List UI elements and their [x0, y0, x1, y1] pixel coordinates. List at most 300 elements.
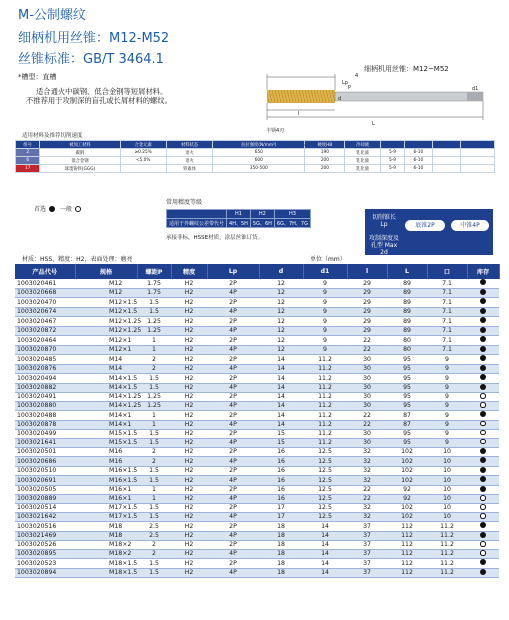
cell-lp: 4P [207, 383, 259, 393]
table-row [15, 447, 499, 457]
filled-stock-icon [480, 327, 486, 333]
cell-d1: 9 [303, 336, 347, 346]
cell-pitch: 1.75 [137, 288, 171, 298]
cell-square: 10 [427, 476, 467, 486]
mat-row-1-hardness: 200 [305, 157, 345, 165]
mat-row-2-alloy [120, 165, 166, 173]
cell-precision: H2 [171, 393, 207, 402]
cell-lp: 4P [207, 402, 259, 411]
cell-l: 22 [347, 411, 387, 421]
cell-code: 1003020889 [15, 495, 75, 504]
cell-l: 22 [347, 420, 387, 429]
cell-spec: M16 [75, 447, 137, 457]
cell-code: 1003020494 [15, 374, 75, 384]
table-row [15, 457, 499, 467]
mat-header-group: 组号 [16, 141, 40, 149]
cell-pitch: 1.25 [137, 317, 171, 327]
cell-code: 1003020895 [15, 550, 75, 559]
cell-l: 37 [347, 559, 387, 569]
col-d1: d1 [303, 264, 347, 279]
cell-lp: 2P [207, 411, 259, 421]
cell-pitch: 1 [137, 345, 171, 355]
mat-row-1-hss: 5-9 [380, 157, 404, 165]
cell-lp: 2P [207, 336, 259, 346]
cell-spec: M12×1.5 [75, 307, 137, 317]
table-row [15, 317, 499, 327]
tap-label-flutes: 丰锁4刃 [266, 128, 285, 134]
cell-square: 11.2 [427, 568, 467, 578]
cell-code: 1003020523 [15, 559, 75, 569]
page-title: M-公制螺纹 [18, 8, 86, 23]
cell-L: 95 [387, 438, 427, 447]
cell-pitch: 1.25 [137, 402, 171, 411]
open-stock-icon [480, 541, 486, 547]
cell-d: 17 [259, 513, 303, 522]
cell-L: 87 [387, 411, 427, 421]
cell-code: 1003020880 [15, 402, 75, 411]
cell-stock [467, 402, 499, 411]
cell-square: 9 [427, 438, 467, 447]
cell-L: 102 [387, 447, 427, 457]
filled-stock-icon [480, 448, 486, 454]
legend-general-label: 一般 [59, 206, 72, 213]
precision-title: 常用精度等级 [166, 199, 203, 206]
cell-l: 30 [347, 364, 387, 374]
cell-square: 9 [427, 374, 467, 384]
cell-stock [467, 495, 499, 504]
prec-corner [167, 210, 227, 219]
cell-stock [467, 411, 499, 421]
cell-d: 16 [259, 476, 303, 486]
cell-l: 29 [347, 307, 387, 317]
cell-l: 37 [347, 541, 387, 550]
page-subtitle: 细柄机用丝锥：M12-M52 [18, 31, 170, 46]
cell-code: 1003020467 [15, 317, 75, 327]
cell-spec: M18 [75, 522, 137, 532]
cell-precision: H2 [171, 513, 207, 522]
cell-spec: M18×1.5 [75, 559, 137, 569]
cell-precision: H2 [171, 374, 207, 384]
cell-code: 1003020882 [15, 383, 75, 393]
filled-stock-icon [480, 457, 486, 463]
cell-stock [467, 522, 499, 532]
cell-d1: 14 [303, 522, 347, 532]
mat-row-1-alloy: <5.0% [120, 157, 166, 165]
table-row [15, 522, 499, 532]
table-row [15, 298, 499, 308]
cell-stock [467, 531, 499, 541]
cell-pitch: 1.5 [137, 513, 171, 522]
cell-lp: 2P [207, 447, 259, 457]
cell-d1: 9 [303, 317, 347, 327]
cell-lp: 4P [207, 476, 259, 486]
cell-L: 89 [387, 317, 427, 327]
cell-pitch: 1.25 [137, 393, 171, 402]
cell-pitch: 1 [137, 336, 171, 346]
cell-d1: 11.2 [303, 383, 347, 393]
col-spec: 规格 [75, 264, 137, 279]
cell-lp: 4P [207, 513, 259, 522]
material-table [15, 140, 495, 173]
cell-L: 80 [387, 345, 427, 355]
table-row [15, 466, 499, 476]
cell-stock [467, 447, 499, 457]
cell-stock [467, 288, 499, 298]
cell-precision: H2 [171, 466, 207, 476]
cell-square: 11.2 [427, 550, 467, 559]
cell-stock [467, 298, 499, 308]
mat-subheader-hss: HSS [290, 142, 299, 147]
cell-square: 11.2 [427, 522, 467, 532]
cell-d1: 14 [303, 568, 347, 578]
cell-lp: 2P [207, 393, 259, 402]
cell-square: 9 [427, 429, 467, 438]
table-row [15, 429, 499, 438]
mat-row-2-hsse: 6-10 [405, 165, 432, 173]
cell-d: 14 [259, 393, 303, 402]
cell-square: 7.1 [427, 326, 467, 336]
cell-L: 112 [387, 550, 427, 559]
table-row [15, 541, 499, 550]
cell-square: 9 [427, 364, 467, 374]
cell-stock [467, 438, 499, 447]
cell-L: 102 [387, 476, 427, 486]
mat-row-2-state: 铁素体 [166, 165, 212, 173]
cell-L: 89 [387, 288, 427, 298]
cell-d1: 9 [303, 279, 347, 288]
cell-L: 95 [387, 383, 427, 393]
cell-precision: H2 [171, 504, 207, 513]
cell-L: 89 [387, 298, 427, 308]
cell-precision: H2 [171, 522, 207, 532]
cell-lp: 2P [207, 355, 259, 365]
mat-row-1-coolant: 乳化液 [345, 157, 380, 165]
tap-shank [335, 92, 483, 101]
tap-label-l: l [298, 111, 300, 117]
cell-pitch: 1.5 [137, 476, 171, 486]
cell-precision: H2 [171, 279, 207, 288]
cell-code: 1003020876 [15, 364, 75, 374]
cell-d1: 11.2 [303, 374, 347, 384]
open-stock-icon [480, 439, 486, 445]
open-stock-icon [480, 430, 486, 436]
filled-stock-icon [480, 308, 486, 314]
mat-subheader-hsse: HSSE [299, 142, 310, 147]
cell-code: 1003020686 [15, 457, 75, 467]
cell-lp: 4P [207, 307, 259, 317]
mat-row-2-coolant: 乳化液 [345, 165, 380, 173]
cell-code: 1003020878 [15, 420, 75, 429]
cell-stock [467, 429, 499, 438]
cell-d: 12 [259, 326, 303, 336]
cell-L: 89 [387, 326, 427, 336]
cell-square: 7.1 [427, 279, 467, 288]
cell-square: 10 [427, 485, 467, 495]
cell-d1: 9 [303, 345, 347, 355]
cell-square: 7.1 [427, 345, 467, 355]
cell-d1: 11.2 [303, 429, 347, 438]
cell-stock [467, 457, 499, 467]
cell-L: 89 [387, 307, 427, 317]
cell-l: 30 [347, 402, 387, 411]
cell-precision: H2 [171, 495, 207, 504]
cell-code: 1003020510 [15, 466, 75, 476]
cell-L: 95 [387, 402, 427, 411]
table-row [15, 504, 499, 513]
cell-spec: M14×1.5 [75, 383, 137, 393]
open-stock-icon [480, 513, 486, 519]
table-row [15, 288, 499, 298]
cell-d1: 11.2 [303, 393, 347, 402]
mat-row-0-state: 退火 [166, 149, 212, 157]
cell-d: 12 [259, 288, 303, 298]
cell-spec: M12 [75, 288, 137, 298]
tap-square [467, 92, 483, 101]
cell-d: 16 [259, 466, 303, 476]
mat-header-coolant: 冷却液 [345, 141, 380, 149]
open-stock-icon [480, 504, 486, 510]
cell-d1: 12.5 [303, 447, 347, 457]
prec-row1-label: 适用于外螺纹公差带代号 [167, 219, 227, 228]
tap-label-lp: Lp [342, 80, 348, 86]
cell-pitch: 1.5 [137, 429, 171, 438]
material-section-title: 适用材料及推荐切削速度 [22, 133, 83, 139]
cell-spec: M14×1 [75, 420, 137, 429]
mat-row-2-group: 17 [16, 165, 40, 173]
filled-stock-icon [480, 355, 486, 361]
cell-L: 112 [387, 541, 427, 550]
mat-row-0-hardness: 190 [305, 149, 345, 157]
cell-l: 30 [347, 374, 387, 384]
filled-stock-icon [480, 289, 486, 295]
mat-row-0-hss: 5-9 [380, 149, 404, 157]
cell-pitch: 1.5 [137, 374, 171, 384]
cell-d: 16 [259, 447, 303, 457]
prec-grade-h3: H3 [274, 210, 310, 219]
cell-code: 1003020501 [15, 447, 75, 457]
tap-label-d: d [338, 96, 342, 102]
tap-label-4: 4 [355, 73, 359, 79]
cell-lp: 2P [207, 541, 259, 550]
cell-precision: H2 [171, 411, 207, 421]
table-row [15, 355, 499, 365]
cell-square: 10 [427, 504, 467, 513]
tap-label-d1: d1 [472, 86, 479, 92]
cell-pitch: 2.5 [137, 531, 171, 541]
filled-stock-icon [480, 365, 486, 371]
mat-row-0-hsse: 6-10 [405, 149, 432, 157]
cell-lp: 4P [207, 495, 259, 504]
cell-precision: H2 [171, 438, 207, 447]
cell-lp: 2P [207, 298, 259, 308]
cell-precision: H2 [171, 420, 207, 429]
filled-stock-icon [480, 384, 486, 390]
cell-L: 95 [387, 393, 427, 402]
cell-l: 29 [347, 298, 387, 308]
cell-square: 7.1 [427, 317, 467, 327]
cell-pitch: 1.5 [137, 298, 171, 308]
cell-spec: M16×1.5 [75, 476, 137, 486]
cell-lp: 4P [207, 326, 259, 336]
filled-stock-icon [480, 279, 486, 285]
cell-square: 7.1 [427, 298, 467, 308]
cell-d1: 12.5 [303, 466, 347, 476]
cell-l: 22 [347, 336, 387, 346]
prec-grade-h1: H1 [227, 210, 251, 219]
table-row [15, 383, 499, 393]
cell-lp: 4P [207, 364, 259, 374]
cell-l: 30 [347, 429, 387, 438]
cell-square: 10 [427, 457, 467, 467]
cell-stock [467, 393, 499, 402]
cell-pitch: 1.5 [137, 568, 171, 578]
depth-label: 攻制深度及孔型 Max 2d [369, 235, 400, 256]
cell-d: 12 [259, 298, 303, 308]
cell-precision: H2 [171, 298, 207, 308]
groove-type: *槽型：直槽 [18, 73, 57, 81]
cell-d: 18 [259, 522, 303, 532]
cell-d: 14 [259, 364, 303, 374]
cell-L: 112 [387, 559, 427, 569]
cell-stock [467, 364, 499, 374]
cell-lp: 2P [207, 504, 259, 513]
cell-code: 1003020499 [15, 429, 75, 438]
cell-d: 18 [259, 559, 303, 569]
cell-L: 95 [387, 364, 427, 374]
prec-row1-h2: 5G、6H [250, 219, 274, 228]
cell-pitch: 1.5 [137, 466, 171, 476]
cell-stock [467, 307, 499, 317]
cell-L: 102 [387, 457, 427, 467]
table-row [15, 336, 499, 346]
cell-stock [467, 355, 499, 365]
cell-pitch: 1 [137, 485, 171, 495]
cell-pitch: 2 [137, 457, 171, 467]
open-stock-icon [480, 550, 486, 556]
cell-spec: M17×1.5 [75, 504, 137, 513]
cell-precision: H2 [171, 307, 207, 317]
mat-row-1-group: 6 [16, 157, 40, 165]
cell-d1: 11.2 [303, 364, 347, 374]
open-stock-icon [480, 421, 486, 427]
mat-row-1-hsse: 6-10 [405, 157, 432, 165]
cell-pitch: 1.25 [137, 326, 171, 336]
cell-d: 12 [259, 345, 303, 355]
cell-l: 30 [347, 383, 387, 393]
cell-lp: 4P [207, 438, 259, 447]
mat-row-2-strength: 350-500 [213, 165, 305, 173]
cell-spec: M14×1.25 [75, 393, 137, 402]
precision-note: 承接非标，HSSE材质，涂层丝锥订货。 [166, 235, 264, 241]
cell-d1: 12.5 [303, 495, 347, 504]
filled-stock-icon [480, 336, 486, 342]
cell-lp: 4P [207, 457, 259, 467]
cell-spec: M16 [75, 457, 137, 467]
cell-l: 32 [347, 466, 387, 476]
filled-stock-icon [480, 486, 486, 492]
cell-precision: H2 [171, 429, 207, 438]
table-row [15, 411, 499, 421]
cell-stock [467, 485, 499, 495]
stock-legend [34, 204, 84, 213]
cell-d1: 14 [303, 531, 347, 541]
cell-l: 37 [347, 550, 387, 559]
open-dot-icon [75, 206, 81, 212]
cell-L: 112 [387, 531, 427, 541]
cell-square: 10 [427, 513, 467, 522]
cell-pitch: 1 [137, 420, 171, 429]
table-row [15, 307, 499, 317]
filled-stock-icon [480, 317, 486, 323]
table-row [15, 513, 499, 522]
table-row [15, 568, 499, 578]
cell-d1: 11.2 [303, 420, 347, 429]
cell-code: 1003020516 [15, 522, 75, 532]
cell-lp: 4P [207, 568, 259, 578]
cell-lp: 4P [207, 531, 259, 541]
cell-L: 102 [387, 466, 427, 476]
cell-spec: M12×1.25 [75, 326, 137, 336]
filled-stock-icon [480, 467, 486, 473]
cell-d1: 12.5 [303, 513, 347, 522]
table-row [15, 374, 499, 384]
filled-stock-icon [480, 569, 486, 575]
cell-pitch: 1.5 [137, 559, 171, 569]
mat-header-hardness: 硬度HB [305, 141, 345, 149]
cell-pitch: 2 [137, 364, 171, 374]
cell-spec: M16×1.5 [75, 466, 137, 476]
filled-stock-icon [480, 411, 486, 417]
prec-grade-h2: H2 [250, 210, 274, 219]
cell-stock [467, 279, 499, 288]
table-row [15, 495, 499, 504]
cell-spec: M12 [75, 279, 137, 288]
cell-stock [467, 559, 499, 569]
cell-lp: 2P [207, 559, 259, 569]
cell-precision: H2 [171, 457, 207, 467]
unit-note: 单位（mm） [310, 256, 346, 263]
cell-pitch: 1 [137, 411, 171, 421]
mat-header-alloy: 合金元素 [120, 141, 166, 149]
cell-square: 10 [427, 495, 467, 504]
cell-spec: M15×1.5 [75, 438, 137, 447]
cell-l: 29 [347, 317, 387, 327]
cell-precision: H2 [171, 383, 207, 393]
cell-spec: M18×1.5 [75, 568, 137, 578]
cell-spec: M12×1.25 [75, 317, 137, 327]
cell-code: 1003020464 [15, 336, 75, 346]
cell-precision: H2 [171, 485, 207, 495]
cell-spec: M16×1 [75, 485, 137, 495]
cell-d1: 12.5 [303, 476, 347, 486]
cell-L: 87 [387, 420, 427, 429]
mat-row-1-strength: 600 [213, 157, 305, 165]
cell-l: 32 [347, 457, 387, 467]
mat-header-ticn: TICN [432, 141, 460, 149]
cell-d: 14 [259, 402, 303, 411]
cell-stock [467, 476, 499, 486]
cell-L: 95 [387, 374, 427, 384]
cell-precision: H2 [171, 568, 207, 578]
cell-d1: 9 [303, 326, 347, 336]
cell-lp: 2P [207, 466, 259, 476]
cell-stock [467, 420, 499, 429]
material-spec-note: 材质：HSS，精度：H2，表面处理：磨亮 [22, 256, 133, 263]
cell-l: 32 [347, 447, 387, 457]
cell-l: 30 [347, 355, 387, 365]
cell-lp: 2P [207, 374, 259, 384]
cell-d: 15 [259, 438, 303, 447]
